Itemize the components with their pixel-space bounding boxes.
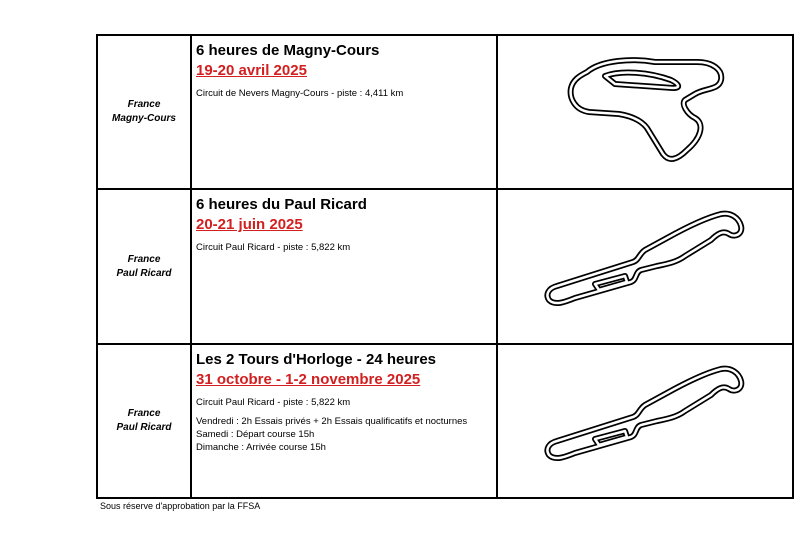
track-map-cell (497, 35, 793, 189)
event-circuit: Circuit Paul Ricard - piste : 5,822 km (196, 397, 351, 408)
event-title: 6 heures de Magny-Cours (196, 42, 380, 59)
event-circuit: Circuit Paul Ricard - piste : 5,822 km (196, 242, 351, 253)
event-row-magny-cours (97, 35, 793, 189)
location-venue: Paul Ricard (116, 422, 172, 433)
track-map-cell (497, 189, 793, 344)
approval-footnote: Sous réserve d'approbation par la FFSA (100, 501, 261, 511)
event-date: 19-20 avril 2025 (196, 62, 307, 79)
event-schedule-table (96, 34, 794, 499)
location-cell (97, 189, 191, 344)
event-notes (196, 415, 492, 454)
location-country: France (127, 99, 161, 110)
location-venue: Magny-Cours (112, 113, 176, 124)
event-date: 31 octobre - 1-2 novembre 2025 (196, 371, 421, 388)
location-cell (97, 344, 191, 498)
magny-cours-track-map-icon (545, 42, 745, 177)
paul-ricard-track-map-icon (535, 359, 755, 479)
event-date: 20-21 juin 2025 (196, 216, 303, 233)
track-map-cell (497, 344, 793, 498)
event-info-cell (191, 344, 497, 498)
location-country: France (127, 408, 161, 419)
event-info-cell (191, 189, 497, 344)
event-row-paul-ricard-6h (97, 189, 793, 344)
location-cell (97, 35, 191, 189)
event-note-saturday: Samedi : Départ course 15h (196, 429, 315, 440)
event-info-cell (191, 35, 497, 189)
paul-ricard-track-map-icon (535, 204, 755, 324)
event-note-sunday: Dimanche : Arrivée course 15h (196, 442, 326, 453)
event-title: Les 2 Tours d'Horloge - 24 heures (196, 351, 437, 368)
location-country: France (127, 253, 161, 265)
event-row-paul-ricard-24h (97, 344, 793, 498)
event-circuit: Circuit de Nevers Magny-Cours - piste : 4,411 km (196, 88, 404, 99)
event-note-friday: Vendredi : 2h Essais privés + 2h Essais qualificatifs et nocturnes (196, 416, 468, 427)
event-title: 6 heures du Paul Ricard (196, 196, 367, 213)
location-venue: Paul Ricard (116, 267, 172, 279)
